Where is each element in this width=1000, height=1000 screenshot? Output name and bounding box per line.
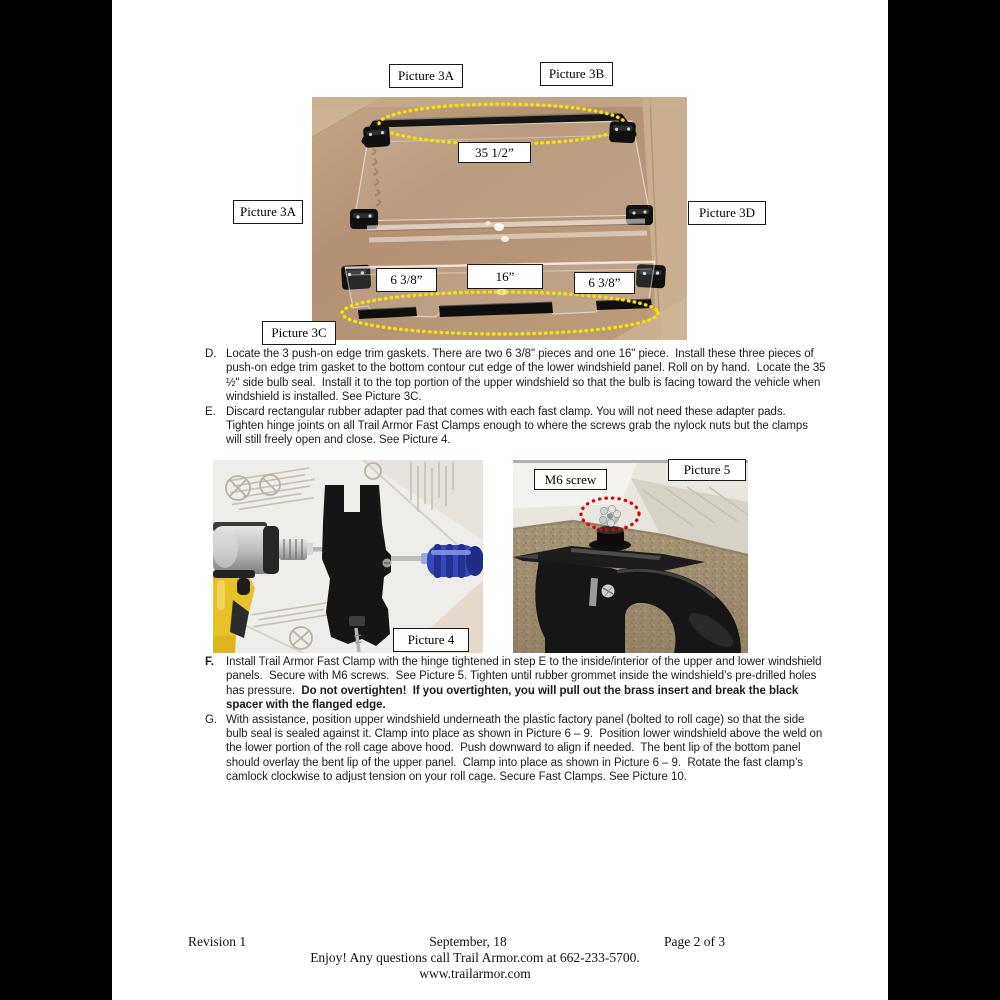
step-f-text	[226, 656, 825, 711]
picture-3a-left-label: Picture 3A	[233, 200, 303, 224]
step-e	[205, 405, 826, 448]
footer-page-number: Page 2 of 3	[664, 934, 726, 949]
step-f-text-normal: Install Trail Armor Fast Clamp with the hinge tightened in step E to the inside/interior of the upper and lower windshield panels. Secure with M6 screws. See Picture 5. Tighten until rubber grommet inside the windshield’s pre-drilled holes has pressure.	[226, 656, 825, 697]
footer-revision: Revision 1	[188, 934, 247, 949]
measurement-35-half-label: 35 1/2”	[458, 142, 531, 163]
measurement-6-38-right-label: 6 3/8”	[574, 272, 635, 294]
step-g	[205, 713, 826, 785]
step-d	[205, 347, 829, 405]
picture-3c-label: Picture 3C	[262, 321, 336, 345]
footer-date: September, 18	[429, 934, 507, 949]
figure-3-photo	[312, 97, 687, 340]
figure-4-photo	[213, 460, 483, 653]
step-d-letter: D.	[205, 348, 217, 360]
steps-f-g	[205, 655, 826, 785]
drill-clamp-image	[213, 460, 483, 653]
fast-clamp	[609, 121, 636, 143]
m6-screw-label: M6 screw	[534, 469, 607, 490]
fast-clamp	[363, 125, 390, 148]
step-g-text: With assistance, position upper windshield underneath the plastic factory panel (bolted to roll cage) so that the side bulb seal is sealed against it. Clamp into place as shown in Picture 6 – 9. Position lower windshield above the weld on the lower portion of the roll cage above hood. Push downward to align if needed. The bent lip of the bottom panel should overlay the bent lip of the upper panel. Clamp into place as shown in Picture 6 – 9. Rotate the fast clamp’s camlock clockwise to adjust tension on your roll cage. Secure Fast Clamps. See Picture 10.	[226, 713, 826, 784]
step-e-text: Discard rectangular rubber adapter pad that comes with each fast clamp. You will not need these adapter pads. Tighten hinge joints on all Trail Armor Fast Clamps enough to where the screws grab the nylock nuts but the clamps will still freely open and close. See Picture 4.	[226, 405, 812, 447]
picture-3a-top-label: Picture 3A	[389, 64, 463, 88]
step-g-letter: G.	[205, 713, 218, 726]
measurement-16-label: 16”	[467, 264, 543, 289]
steps-d-e	[205, 347, 829, 448]
step-f-letter: F.	[205, 656, 214, 668]
measurement-6-38-left-label: 6 3/8”	[376, 268, 437, 292]
picture-4-label: Picture 4	[393, 628, 469, 652]
picture-3d-label: Picture 3D	[688, 201, 766, 225]
step-f-text-bold: Do not overtighten! If you overtighten, you will pull out the brass insert and break the black spacer with the flanged edge.	[226, 684, 802, 712]
windshield-panels-image	[312, 97, 687, 340]
step-d-text: Locate the 3 push-on edge trim gaskets. There are two 6 3/8" pieces and one 16" piece. Install these three pieces of push-on edge trim gasket to the bottom contour cut edge of the lower windshield panel. Roll on by hand. Locate the 35 ½" side bulb seal. Install it to the top portion of the upper windshield so that the bulb is facing toward the vehicle when windshield is installed. See Picture 3C.	[226, 348, 829, 404]
step-e-letter: E.	[205, 405, 216, 418]
footer-contact: Enjoy! Any questions call Trail Armor.com at 662-233-5700.	[310, 950, 640, 965]
step-f	[205, 655, 826, 713]
picture-5-label: Picture 5	[668, 459, 746, 481]
footer-website: www.trailarmor.com	[419, 966, 531, 981]
picture-3b-label: Picture 3B	[540, 62, 613, 86]
